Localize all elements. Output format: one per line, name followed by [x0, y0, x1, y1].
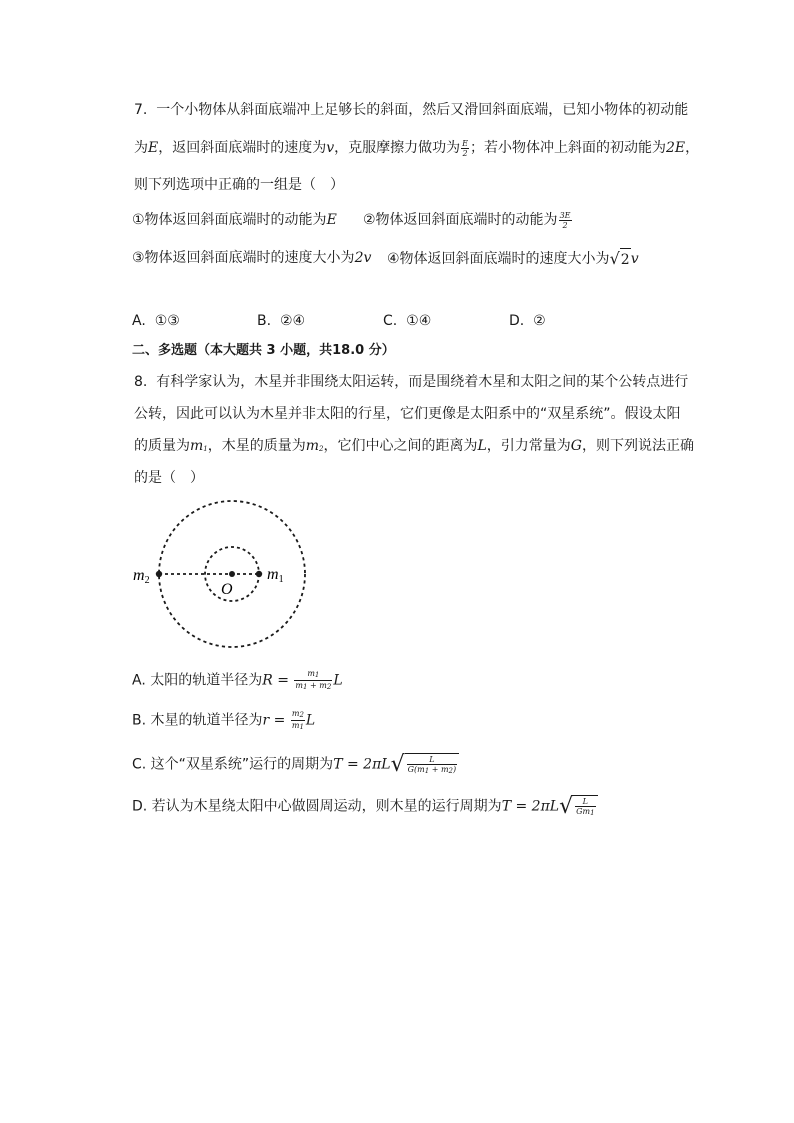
- radical-sign: √: [390, 751, 405, 777]
- q8-var-m1: [190, 438, 208, 454]
- q7-statement-3: ③物体返回斜面底端时的速度大小为: [132, 250, 355, 266]
- q8-var-m2: [306, 438, 324, 454]
- formula-fraction: [575, 797, 595, 818]
- q7-statement-row-1b: [363, 210, 573, 230]
- section-title: 小题，共: [280, 343, 333, 358]
- q7-fraction-3E-over-2: [559, 211, 572, 230]
- den-part: + m: [429, 765, 449, 774]
- formula-lhs: T = 2πL: [333, 756, 391, 773]
- formula-fraction: [294, 669, 332, 692]
- option-value: ①③: [154, 313, 180, 329]
- frac-num: L: [407, 755, 458, 765]
- formula-sqrt: [559, 795, 597, 818]
- q7-statement-row-2b: [387, 248, 639, 270]
- q7-fraction-E-over-2: [461, 139, 469, 158]
- formula-lhs: T = 2πL: [501, 798, 560, 815]
- m-letter: m: [291, 721, 300, 730]
- q7-line-2: [134, 138, 699, 158]
- option-label: B.: [257, 313, 272, 329]
- sub-1: 1: [314, 671, 320, 679]
- section-count: 3: [266, 343, 276, 358]
- q8-stem-4: 的是（ ）: [134, 470, 204, 486]
- frac-den: 2: [562, 220, 568, 230]
- option-label: A.: [132, 313, 146, 329]
- q7-option-c[interactable]: [383, 311, 431, 331]
- q7-line-1: [134, 100, 688, 120]
- label-m2-sub: 2: [144, 575, 150, 586]
- radical-sign: √: [559, 793, 574, 819]
- label-m1-letter: m: [267, 566, 279, 583]
- m-letter: m: [295, 681, 303, 690]
- q7-statement-1: ①物体返回斜面底端时的动能为: [132, 212, 327, 228]
- formula-fraction: [407, 755, 458, 776]
- den-part: Gm: [576, 807, 591, 816]
- frac-den: [575, 807, 595, 818]
- q8-stem-2: 公转，因此可以认为木星并非太阳的行星，它们更像是太阳系中的“双星系统”。假设太阳: [134, 406, 681, 422]
- q8-option-a[interactable]: [132, 669, 343, 692]
- formula-fraction: [291, 709, 305, 732]
- q7-stem-1: 一个小物体从斜面底端冲上足够长的斜面，然后又滑回斜面底端，已知小物体的初动能: [156, 102, 689, 118]
- sub-2: 2: [299, 711, 304, 719]
- q7-number: 7.: [134, 102, 148, 118]
- option-text: C. 这个“双星系统”运行的周期为: [132, 756, 334, 773]
- section-points: 18.0: [332, 343, 365, 358]
- q7-statement-row-1: [132, 210, 337, 230]
- frac-den: 2: [462, 148, 468, 158]
- frac-den: [291, 721, 305, 732]
- option-value: ②: [533, 313, 546, 329]
- label-m1-sub: 1: [278, 574, 284, 585]
- q8-option-d[interactable]: [132, 795, 598, 818]
- option-value: ②④: [279, 313, 306, 329]
- option-text: B. 木星的轨道半径为: [132, 712, 263, 729]
- q7-statement-1-var: E: [326, 212, 337, 228]
- q7-var-v: v: [326, 140, 335, 156]
- var-m: m: [190, 438, 204, 454]
- double-star-diagram: [128, 500, 318, 650]
- q7-text: ，: [685, 140, 700, 156]
- q8-text: 的质量为: [134, 438, 190, 454]
- q7-var-2E: 2E: [666, 140, 686, 156]
- option-text: D. 若认为木星绕太阳中心做圆周运动，则木星的运行周期为: [132, 798, 502, 815]
- q8-stem-1: 有科学家认为，木星并非围绕太阳运转，而是围绕着木星和太阳之间的某个公转点进行: [156, 374, 689, 390]
- frac-num: E: [462, 138, 468, 148]
- q8-var-L: L: [477, 438, 487, 454]
- m-letter: m: [307, 669, 315, 678]
- radicand: [573, 795, 597, 818]
- q8-line-1: [134, 372, 688, 392]
- label-m2-letter: m: [133, 567, 145, 584]
- den-part: ): [453, 765, 457, 774]
- q8-var-G: G: [570, 438, 582, 454]
- den-part: G(m: [407, 765, 425, 774]
- option-text: A. 太阳的轨道半径为: [132, 672, 263, 689]
- q7-option-b[interactable]: [257, 311, 305, 331]
- option-label: D.: [509, 313, 525, 329]
- q8-line-4: [134, 468, 204, 488]
- m-letter: m: [319, 681, 327, 690]
- formula-lhs: r =: [262, 712, 290, 729]
- q7-statement-4-var: v: [630, 251, 639, 267]
- frac-num: 3E: [559, 210, 571, 220]
- radicand: [405, 753, 460, 776]
- formula-tail: L: [333, 672, 343, 689]
- q7-line-3: [134, 175, 344, 195]
- var-m: m: [305, 438, 320, 454]
- q8-option-b[interactable]: [132, 709, 315, 732]
- q8-text: ，木星的质量为: [207, 438, 306, 454]
- m-letter: m: [291, 709, 300, 718]
- sub-2: 2: [448, 767, 454, 775]
- sub-1: 1: [303, 683, 308, 691]
- sub-1: 1: [590, 809, 595, 817]
- label-m1: [267, 566, 284, 585]
- q7-var-E: E: [148, 140, 159, 156]
- q7-statement-2: ②物体返回斜面底端时的动能为: [363, 212, 558, 228]
- label-m2: [133, 567, 150, 586]
- q8-number: 8.: [134, 374, 148, 390]
- q7-statement-row-2: [132, 248, 371, 268]
- section-2-heading: [132, 341, 395, 361]
- q7-text: 为: [134, 140, 148, 156]
- frac-den: [294, 681, 332, 692]
- label-O: O: [221, 581, 233, 598]
- q7-option-d[interactable]: [509, 311, 546, 331]
- frac-num: [291, 709, 305, 721]
- sub-2: 2: [326, 683, 332, 691]
- radical-sign: √: [609, 249, 620, 268]
- option-value: ①④: [406, 313, 432, 329]
- sub-1: 1: [299, 723, 304, 731]
- frac-den: [407, 765, 458, 776]
- q8-text: ，则下列说法正确: [581, 438, 694, 454]
- m2-point: [156, 571, 162, 577]
- option-label: C.: [383, 313, 398, 329]
- q7-sqrt-2: [610, 248, 631, 270]
- section-title: 二、多选题（本大题共: [132, 343, 263, 358]
- q7-statement-3-var: 2v: [354, 250, 372, 266]
- q7-stem-3: 则下列选项中正确的一组是（ ）: [134, 177, 344, 193]
- sub-1: 1: [424, 767, 430, 775]
- q8-text: ，引力常量为: [486, 438, 571, 454]
- plus: +: [307, 681, 320, 690]
- q7-text: ，克服摩擦力做功为: [334, 140, 461, 156]
- q8-text: ，它们中心之间的距离为: [323, 438, 478, 454]
- q7-statement-4: ④物体返回斜面底端时的速度大小为: [387, 251, 610, 267]
- formula-tail: L: [305, 712, 316, 729]
- formula-sqrt: [391, 753, 460, 776]
- m1-point: [256, 571, 262, 577]
- sub-2: 2: [319, 445, 324, 453]
- q7-text: ；若小物体冲上斜面的初动能为: [470, 140, 666, 156]
- q8-option-c[interactable]: [132, 753, 459, 776]
- q8-line-3: [134, 436, 694, 459]
- q7-option-a[interactable]: [132, 311, 180, 331]
- frac-num: [294, 669, 332, 681]
- section-title: 分）: [368, 343, 395, 358]
- q7-text: ，返回斜面底端时的速度为: [158, 140, 327, 156]
- radicand: 2: [620, 248, 631, 270]
- sub-1: 1: [203, 445, 208, 453]
- formula-lhs: R =: [262, 672, 294, 689]
- q8-line-2: [134, 404, 681, 424]
- center-point: [229, 571, 235, 577]
- frac-num: L: [575, 797, 595, 807]
